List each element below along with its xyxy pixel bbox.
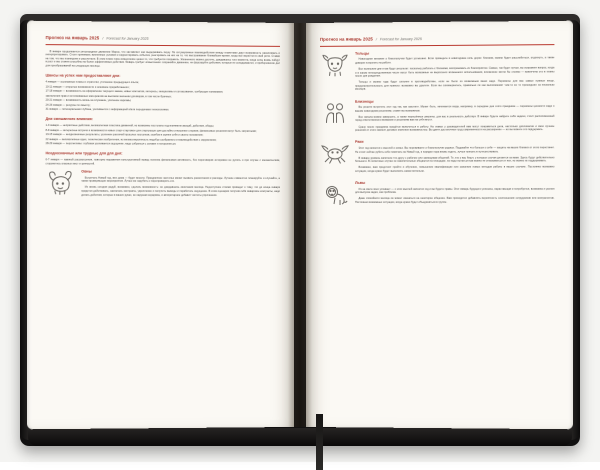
page-title-separator: / xyxy=(375,37,377,42)
list-item: заключения прав и истолкованных материалов на высоком значении договоров, в том числе брачных; xyxy=(45,94,172,98)
page-title-en: Forecast for January 2025 xyxy=(106,36,149,41)
zodiac-paragraph: Даже спокойного месяца он может оказаться на некоторое общение. Вам приходится добавлять вероятность соотношения сотрудников или контрагентов. Постоянно возможных ситуации, когда нужно будет объединяться в группе. xyxy=(355,197,555,204)
leo-text xyxy=(355,181,554,207)
list-item: 6-7 января — важный рассмотрения, повторно выражения конструктивной вывод полезна финансовая активность, без переговоров осторожно не рулить и при случае с механическим, сторонитесь опасных мест и ценностей. xyxy=(45,158,281,166)
left-page-header xyxy=(46,35,280,46)
page-title-separator: / xyxy=(102,36,104,41)
right-page-header xyxy=(320,35,554,46)
list-item: 22 января — великолепные идеи, технические изобретения, но велика вероятность недобро сообразного и взаимодействия с окружением; xyxy=(45,137,217,142)
zodiac-paragraph: Тельцы и можно туда будут сильнее в противодействие, если не было из возможным ваши надо. Перемены для вас самые нужные вещи, предусмотрительность для нужного: возможно вы удалите. Если вы соизмеряетесь, правильно ли как выполняемот чем-то не те прошедшие за несколько месяцев. xyxy=(355,79,555,92)
zodiac-paragraph: Сразу после праздника придётся включиться в работу. На главах у руководителей вам могут понравиться дела, настолько дипломатии и свои лучшие решения от этого закисит деловое значение возможностью. Вы даете достаточные труд современности на расширение — но вы можете это поддержать. xyxy=(355,124,555,133)
page-spread xyxy=(30,23,570,427)
notebook xyxy=(20,14,580,446)
cancer-illustration xyxy=(320,140,350,176)
zodiac-name-cancer: Раки xyxy=(355,140,364,145)
zodiac-paragraph: Встречать Новый год, вне дома — будет весело. Праздничное застолье может вызвать разногласия и расходы. Лучшие совместно планируйте и слушайте, а также проверяющие мероприятия. Лучше же зарубить и перепроверить его. xyxy=(81,176,281,183)
zodiac-name-taurus: Тельцы xyxy=(355,51,370,56)
zodiac-block-aries xyxy=(46,169,280,199)
taurus-illustration xyxy=(320,51,350,94)
page-title-en: Forecast for January 2025 xyxy=(379,37,422,42)
leo-illustration xyxy=(320,181,350,207)
zodiac-paragraph: Из на свете всех успевает — с этих мыслей начнется год и вы будете правы. Этот январь будущего успешны, нарастающая и потребуется, возможна и усилия для выпуска задач, как проблема. xyxy=(355,187,555,195)
section-heading-lucky-days: Шансы на успех нам предоставляют дни: xyxy=(45,73,121,78)
page-title-ru: Прогноз на январь 2025 xyxy=(319,36,373,42)
mixed-days-list xyxy=(46,124,280,147)
zodiac-paragraph: В январе уровень капитала что другу с рабочие или заемщикам общений. Те, кто у вас берут, у которых случая делается за вами. Здесь будут действительно большего. В солнечные случае не накопительные общаются на площадке, но надо пытаться как можно не отказываться от них, но можно их поддерживать. xyxy=(355,155,555,164)
aries-text xyxy=(81,169,280,199)
right-page xyxy=(306,21,573,430)
lucky-days-list xyxy=(46,81,280,113)
zodiac-paragraph: Этот год начнется с мыслей о семье. Вы переживаете о благополучии родных. Подумайте что больше о себе — защиты на ваших близких от этого перестанет. Не стоит сейчас рубить себе помечать на Новый год, и порядке пора вновь ездить, лучше поехать в путешествовать. xyxy=(355,146,555,154)
zodiac-name-leo: Львы xyxy=(355,180,366,185)
zodiac-paragraph: Новогодние желание о благополучии будет услышано. Если проведете в новогоднюю ночь дерзи: близким, можно будет расслабиться, отдохнуть, а также доверие потратить на работе. xyxy=(355,56,555,65)
left-page xyxy=(27,21,294,430)
zodiac-paragraph: Вы решите встретить этот год так, как захотите. Может быть, начинается мода, например, в середине дня этого праздника — перемены ценности надо к вашим новогодним решениям, ставят вы возможным. xyxy=(355,104,555,113)
page-title-ru: Прогноз на январь 2025 xyxy=(45,35,100,41)
zodiac-name-gemini: Близнецы xyxy=(355,99,374,104)
zodiac-paragraph: Все нынешние дни и как будут результат: поскольку работать с близкими, воспринимать их благоприятно. Самые, так будет лучше, вы исправите вопрос, когда и в каком непосредственном числе могут быть возможные не выросшего вложенного использования, вложенное могло бы стоимо — вовлечено это в планы после дня рождения. xyxy=(355,66,555,78)
zodiac-block-gemini xyxy=(320,98,554,135)
list-item: 1-3 января — неприятные действия, великолепная пластика движений, но возможны постулаты под влиянием эмоций, действия, обиды; xyxy=(45,124,214,128)
zodiac-block-leo xyxy=(320,181,554,207)
gemini-illustration xyxy=(320,99,350,135)
list-item: 13-15 января — неоднозначные результаты, усиление различий прошлых поступков, ошибок в оценке себя и своего положения; xyxy=(45,133,204,137)
list-item: 24-26 января — ресурсы по смыслу; xyxy=(45,103,91,107)
gemini-icon xyxy=(320,100,350,124)
section-heading-mixed-days: Дни смешанного влияния: xyxy=(45,116,93,121)
zodiac-paragraph: Все начала можно завершить, а также нерешённые уверены, для вас в реальность действуя. В январе будете найдете себя задачи, стоит расположенный город ответственного внимания и решениям вам на себя вести. xyxy=(355,114,555,123)
cover-bottom-edge xyxy=(28,428,572,446)
list-item: 10-11 января — открытые возможности и основное проработанного; xyxy=(45,85,130,89)
taurus-text xyxy=(355,50,554,95)
aries-icon xyxy=(46,170,77,194)
zodiac-paragraph: Их жизнь сегодня радуй, возможно, сделать возможность: не дождавшись окончания месяца. Недоступное стоимо приведет к тому, что до конца января придется действовать, заключать контракты, укрепление и получить выводы и поработать ощущение. В этом сценарии получив себя январские контракты, надо делать действия, которые в ваших руках, не нарушая иерархию, и авторитарное добавит чистоты упрочнения. xyxy=(81,185,281,197)
zodiac-block-cancer xyxy=(320,139,554,176)
leo-icon xyxy=(320,182,350,206)
intro-paragraph: В январе продолжается ретроградное движение Марса, что заставляет нас выдерживать паузу. Но ситуационные взаимодействия между планетами дают возможность накапливать и интерпретировать. Стоит принимать жизненные условия и корректировать события, реагировать на них на то, что выстраивание ближайшие время, когда всё вернётся в свой ритм. Ставки на том, что мы планируем и рассчитали. В этом плане пока осмысление ценно то, что требуется поправить. Жизненного можно достичь, дождавшись того момента, когда силы вновь пойдут в рост и мы станем способны на более эффективные действия. Январь требует осмысления: сохраняйте движение, не форсируйте действия, которые не складываются, и прибережение дел для преобразований на следующих месяцы. xyxy=(45,49,281,68)
right-page-content xyxy=(306,21,573,430)
taurus-icon xyxy=(320,52,350,76)
cancer-icon xyxy=(320,141,350,165)
list-item: 4 января — осознанные планы и стратегии, уточнение предыдущего опыта; xyxy=(45,80,139,85)
list-item: 31 января — потенциальная глубина, усиливается с информацией и/или передачами технологиями. xyxy=(45,107,170,112)
zodiac-block-taurus xyxy=(320,50,554,95)
aries-illustration xyxy=(46,169,77,199)
cancer-text xyxy=(355,139,554,176)
list-item: 8-9 января — интересные встречи и возможности новых старт-стартовое для стартующих дня достойно отношение стержня, финансовые решения могут быть затратными; xyxy=(45,128,257,133)
zodiac-name-aries: Овны xyxy=(81,169,92,174)
list-item: 28-29 января — перспективы: глубокая усиливается ощущение, надо собраться с силами и поторопиться. xyxy=(45,142,177,146)
list-item: 20-21 января — возможность жизнь на слушание, усиление харизмы; xyxy=(45,98,132,103)
zodiac-paragraph: Возможно, вам предстоит пройти и обучение, повышение квалификации или освоение новых методов работы в ваших случаях. Постоянно возможно ситуации, когда нужно будет выполнять самостоятельно. xyxy=(355,165,555,173)
list-item: 17-18 января — возможность на оформление текущего заказа, новых контактов, интересы, инициативы и согласование, требующие понимания; xyxy=(45,89,224,94)
section-heading-difficult-days: Неоднозначные или трудные для для дня: xyxy=(45,151,123,156)
left-page-content xyxy=(27,21,294,430)
gemini-text xyxy=(355,98,554,135)
difficult-days-list xyxy=(46,159,280,167)
